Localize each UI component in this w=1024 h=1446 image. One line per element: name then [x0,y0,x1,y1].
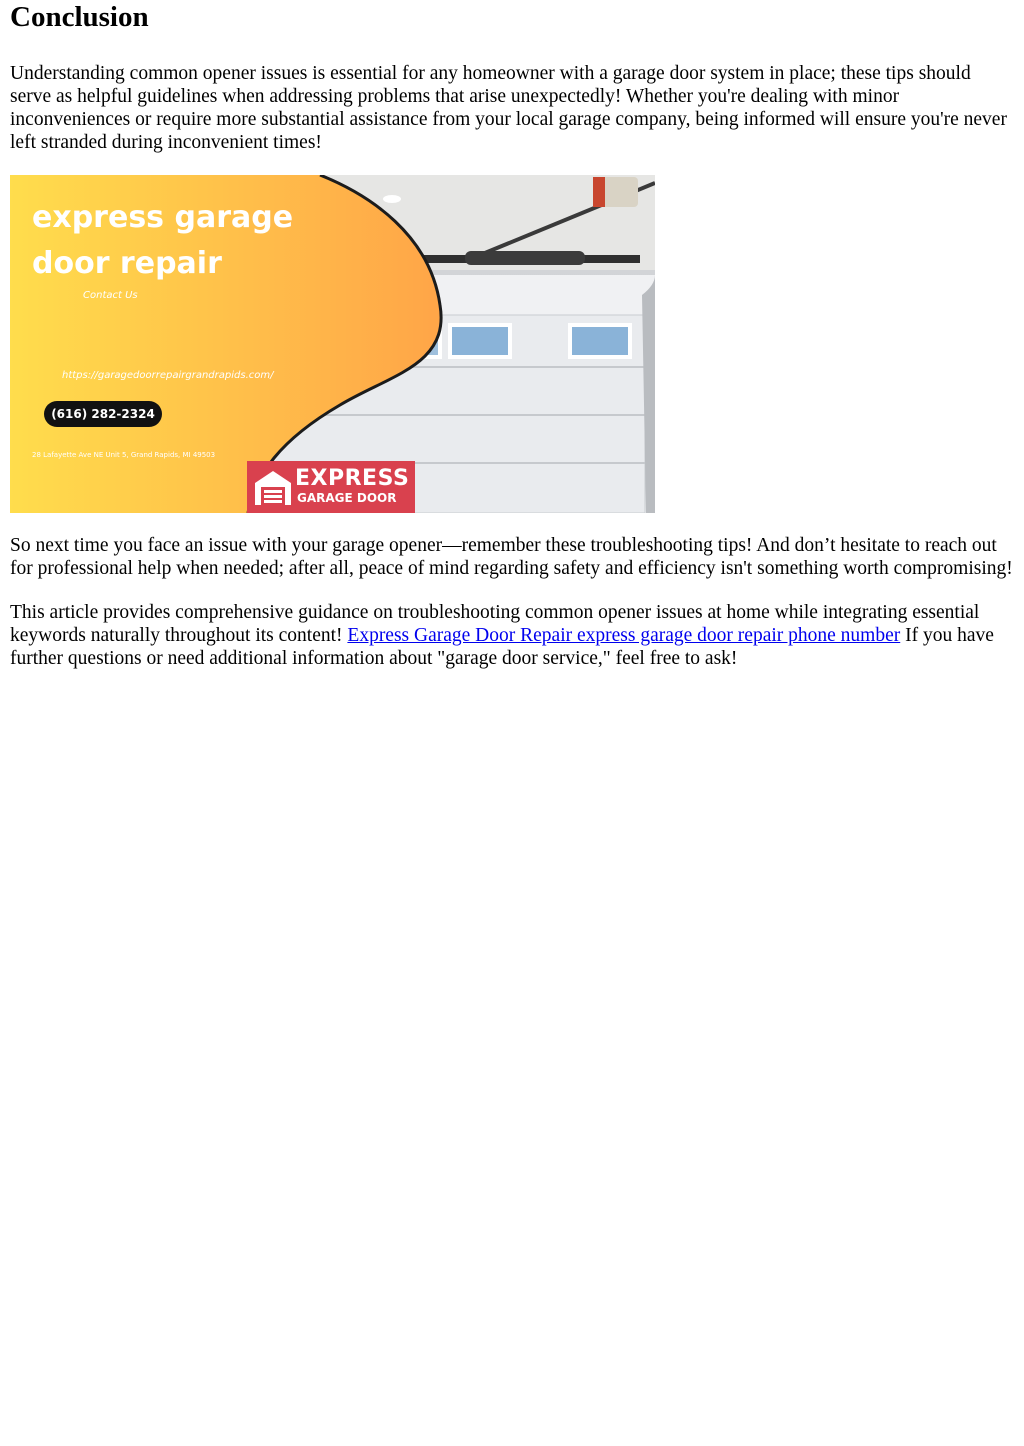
logo-main-text: EXPRESS [295,466,410,491]
article [0,0,1024,670]
banner-contact-label: Contact Us [83,290,138,301]
banner-address: 28 Lafayette Ave NE Unit 5, Grand Rapids, MI 49503 [32,451,216,459]
banner-phone-pill: (616) 282-2324 [44,401,162,427]
banner-title-line1: express garage [32,200,294,235]
express-garage-banner-image [10,175,655,513]
paragraph-article-summary [10,601,1014,670]
summary-text-before: This article provides comprehensive guidance on troubleshooting common opener issues at home while integrating essential keywords naturally throughout its content! [10,602,980,646]
garage-icon [251,465,295,509]
paragraph-understanding: Understanding common opener issues is essential for any homeowner with a garage door system in place; these tips should serve as helpful guidelines when addressing problems that arise unexpectedly! Whether you're dealing with minor inconveniences or require more substantial assistance from your local garage company, being informed will ensure you're never left stranded during inconvenient times! [10,63,1007,153]
express-garage-link[interactable]: Express Garage Door Repair express garage door repair phone number [347,625,901,646]
express-garage-door-logo [247,461,415,513]
paragraph-next-time: So next time you face an issue with your garage opener—remember these troubleshooting tips! And don’t hesitate to reach out for professional help when needed; after all, peace of mind regarding safety and efficiency isn't something worth compromising! [10,535,1013,579]
summary-text-after: If you have further questions or need additional information about "garage door service," feel free to ask! [10,625,994,669]
logo-sub-text: GARAGE DOOR [297,491,397,505]
banner-url: https://garagedoorrepairgrandrapids.com/ [62,370,274,381]
banner-title [32,195,293,287]
conclusion-heading: Conclusion [10,1,149,33]
banner-title-line2: door repair [32,246,222,281]
